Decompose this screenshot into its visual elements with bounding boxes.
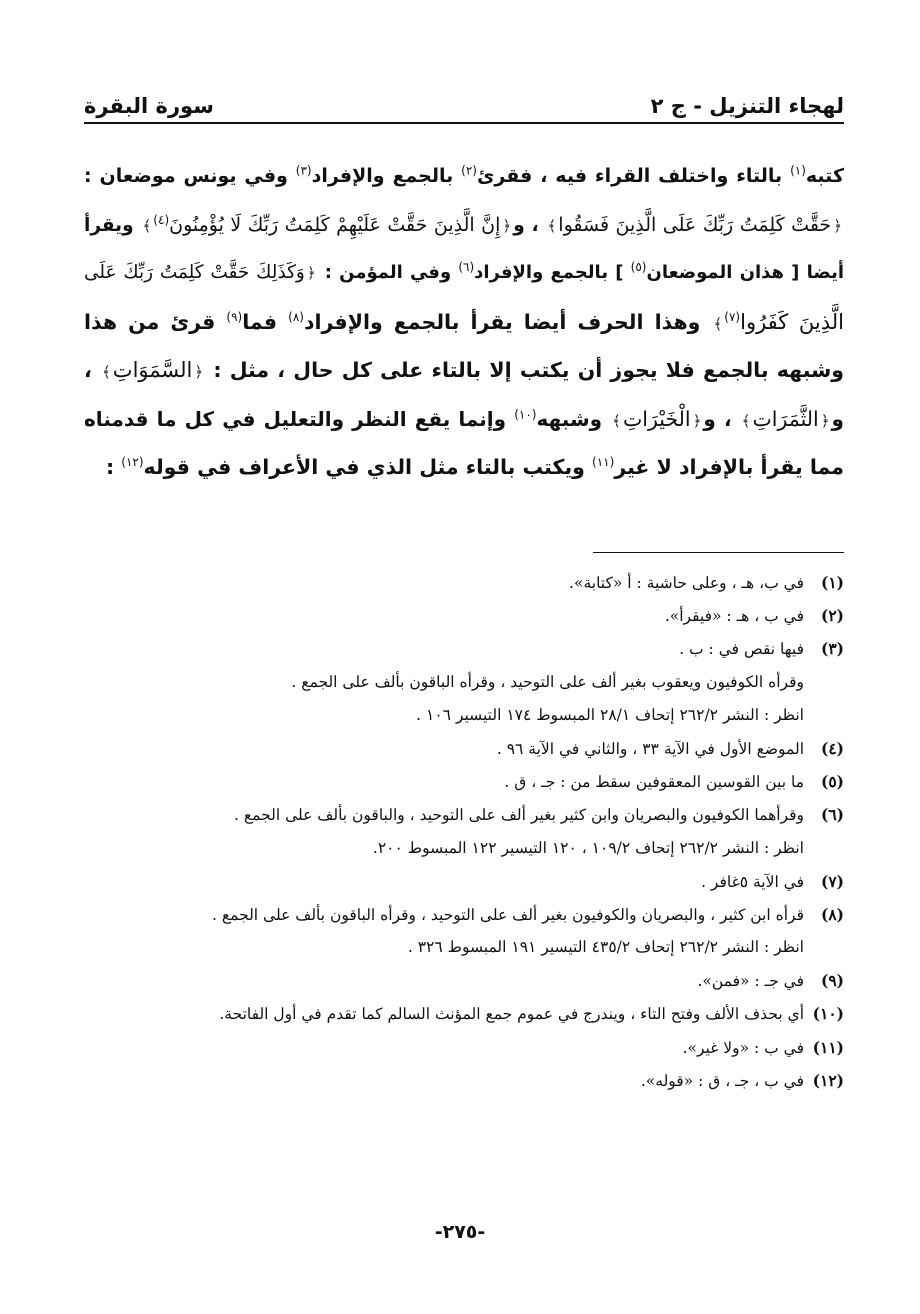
footnote-text: في الآية ٥غافر . [701,872,804,891]
footnote-line [84,599,844,632]
footnote-marker: (٤) [153,212,170,227]
footnote-line [84,666,844,699]
footnote-line [84,898,844,931]
footnote-text: وقرأهما الكوفيون والبصريان وابن كثير بغير ألف على التوحيد ، والباقون بألف على الجمع . [234,806,804,825]
footnote-line [84,566,844,599]
footnote-marker: (٥) [630,260,647,274]
footnote-number: (٢) [820,606,844,626]
quran-verse: السَّمَوَاتِ [112,358,193,382]
footnote-number: (١٢) [812,1070,844,1090]
text-segment: بالجمع والإفراد [311,165,462,187]
text-segment: وإنما يقع النظر والتعليل في كل ما قدمناه [84,406,515,431]
footnote-line [84,765,844,798]
footnote-marker: (١٢) [121,455,144,470]
text-segment: أيضا [ هذان الموضعان [646,262,844,283]
text-segment: وفي المؤمن : [317,262,459,283]
text-segment: ، و [513,214,546,236]
text-segment: و [831,406,844,431]
running-header [84,84,844,124]
footnote-number: (٣) [820,639,844,659]
footnote-number: (١٠) [812,1004,844,1024]
text-line [84,249,844,298]
footnote-text: انظر : النشر ٢٦٢/٢ إتحاف ١٠٩/٢ ، ١٢٠ التيسير ١٢٢ المبسوط ٢٠٠. [372,838,804,857]
footnote-line [84,1031,844,1064]
footnote-marker: (١) [790,163,806,178]
footnote-number: (١١) [812,1037,844,1057]
text-segment: : [105,455,122,479]
footnote-marker: (٣) [295,163,312,178]
ornate-bracket: ﴿ [306,264,316,282]
text-segment: ويقرأ [84,214,141,236]
footnote-number: (٩) [820,971,844,991]
footnote-text: انظر : النشر ٢٦٢/٢ إتحاف ٢٨/١ المبسوط ١٧٤ التيسير ١٠٦ . [416,705,804,724]
quran-verse: الْخَيْرَاتِ [622,406,691,431]
footnote-marker: (٢) [461,163,477,178]
quran-verse: وَكَذَلِكَ حَقَّتْ كَلِمَتُ رَبِّكَ عَلَى [84,262,305,283]
footnote-line [84,832,844,865]
ornate-bracket: ﴿ [194,363,204,381]
text-segment: وشبهه [536,406,611,431]
text-segment: ، و [703,406,740,431]
quran-verse: حَقَّتْ كَلِمَتُ رَبِّكَ عَلَى الَّذِينَ فَسَقُوا [558,213,832,236]
text-line [84,298,844,347]
ornate-bracket: ﴾ [142,216,152,235]
footnote-text: في ب، هـ ، وعلى حاشية : أ «كتابة». [569,574,804,592]
ornate-bracket: ﴾ [713,314,723,333]
footnote-number: (١) [820,573,844,592]
ornate-bracket: ﴾ [612,411,621,430]
footnote-number: (٨) [820,904,844,924]
footnote-text: الموضع الأول في الآية ٣٣ ، والثاني في الآية ٩٦ . [496,739,804,758]
ornate-bracket: ﴿ [502,216,512,235]
page-number: -٢٧٥- [434,1221,486,1243]
footnote-line [84,632,844,665]
text-segment: وفي يونس موضعان : [84,165,296,187]
footnote-text: فيها نقص في : ب . [679,640,804,659]
ornate-bracket: ﴿ [820,411,830,430]
text-segment: كتبه [805,165,844,187]
ornate-bracket: ﴾ [547,216,557,235]
text-segment: ويكتب بالتاء مثل الذي في الأعراف في قوله [143,455,593,479]
footnote-line [84,732,844,765]
book-title: لهجاء التنزيل - ج ٢ [650,94,844,118]
footnote-marker: (٩) [226,309,243,324]
text-line [84,395,844,444]
main-text-body [84,152,844,492]
footnote-marker: (١٠) [514,406,537,421]
text-line [84,443,844,492]
quran-verse: الثَّمَرَاتِ [752,406,819,431]
footnote-line [84,865,844,898]
footnote-marker: (٧) [724,309,741,324]
footnote-line [84,931,844,964]
footnote-text: في ب : «ولا غير». [682,1038,804,1057]
footnote-number: (٤) [820,738,844,758]
footnote-line [84,699,844,732]
text-line [84,346,844,395]
footnote-text: ما بين القوسين المعقوفين سقط من : جـ ، ق . [504,773,804,792]
footnote-line [84,1064,844,1097]
footnote-text: في جـ : «فمن». [697,972,804,991]
footnote-number: (٧) [820,871,844,891]
text-segment: ] بالجمع والإفراد [474,262,631,283]
ornate-bracket: ﴿ [833,216,842,235]
text-segment: وشبهه بالجمع فلا يجوز أن يكتب إلا بالتاء على كل حال ، مثل : [205,358,844,382]
ornate-bracket: ﴿ [692,411,702,430]
footnote-marker: (٦) [458,260,475,274]
text-segment: بالتاء واختلف القراء فيه ، فقرئ [476,165,791,187]
footnotes [84,566,844,1097]
surah-title: سورة البقرة [84,94,214,118]
text-segment: قرئ من هذا [84,309,227,334]
footnote-separator [593,552,844,553]
footnote-number: (٥) [820,772,844,792]
text-line [84,201,844,250]
footnote-line [84,997,844,1030]
footnote-marker: (٨) [288,309,304,324]
footnote-line [84,964,844,997]
ornate-bracket: ﴾ [102,363,111,381]
text-line [84,152,844,201]
text-segment: فما [242,309,289,334]
footnote-text: وقرأه الكوفيون ويعقوب بغير ألف على التوحيد ، وقرأه الباقون بألف على الجمع . [291,672,804,691]
quran-verse: الَّذِينَ كَفَرُوا [740,309,844,334]
text-segment: وهذا الحرف أيضا يقرأ بالجمع والإفراد [303,309,712,334]
footnote-text: انظر : النشر ٢٦٢/٢ إتحاف ٤٣٥/٢ التيسير ١٩١ المبسوط ٣٢٦ . [407,938,804,957]
footnote-number: (٦) [820,805,844,825]
footnote-text: في ب ، هـ : «فيقرأ». [664,607,804,626]
footnote-line [84,798,844,831]
footnote-text: في ب ، جـ ، ق : «قوله». [640,1071,804,1090]
footnote-text: قرأه ابن كثير ، والبصريان والكوفيون بغير ألف على التوحيد ، وقرأه الباقون بألف على الجمع . [212,905,804,924]
footnote-text: أي بحذف الألف وفتح التاء ، ويندرج في عموم جمع المؤنث السالم كما تقدم في أول الفاتحة. [219,1005,804,1024]
quran-verse: إِنَّ الَّذِينَ حَقَّتْ عَلَيْهِمْ كَلِمَتُ رَبِّكَ لَا يُؤْمِنُونَ [169,213,501,236]
text-segment: ، [84,358,100,382]
text-segment: مما يقرأ بالإفراد لا غير [614,455,844,479]
ornate-bracket: ﴾ [741,411,751,430]
footnote-marker: (١١) [592,455,615,470]
